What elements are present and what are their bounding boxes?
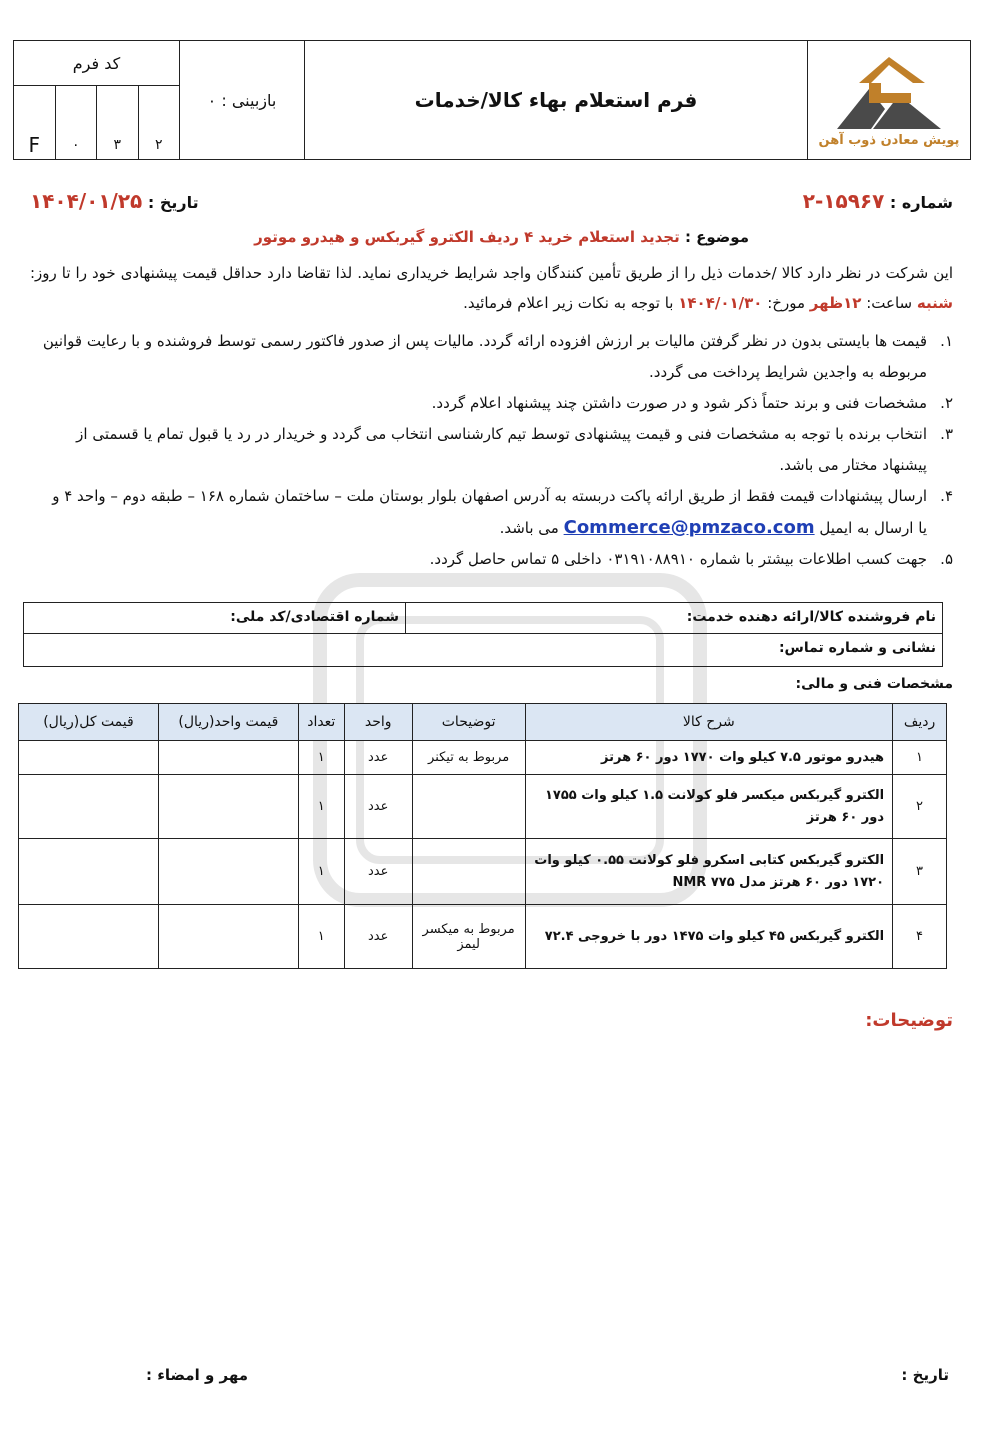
item-text: ارسال پیشنهادات قیمت فقط از طریق ارائه پاکت دربسته به آدرس اصفهان بلوار بوستان ملت – ساختمان شماره ۱۶۸ – طبقه دوم – واحد ۴ و یا ارسال به ایمیل bbox=[52, 487, 927, 537]
seller-name-label: نام فروشنده کالا/ارائه دهنده خدمت: bbox=[686, 609, 936, 625]
cell-row: ۴ bbox=[893, 905, 947, 969]
seller-name-field[interactable] bbox=[405, 603, 942, 633]
items-table bbox=[18, 703, 947, 969]
cell-total[interactable] bbox=[19, 905, 159, 969]
item-text: انتخاب برنده با توجه به مشخصات فنی و قیمت پیشنهادی توسط تیم کارشناسی انتخاب می گردد و خریدار در رد یا قبول تمام یا قسمتی از پیشنهاد مختار می باشد. bbox=[76, 425, 927, 474]
item-number: ۲. bbox=[940, 394, 953, 412]
number-value: ۱۵۹۶۷-۲ bbox=[802, 189, 885, 213]
company-name: پویش معادن ذوب آهن bbox=[818, 132, 960, 148]
form-code-cell: ۲ bbox=[154, 137, 163, 153]
item-tail: می باشد. bbox=[499, 519, 559, 537]
number-label: شماره : bbox=[889, 193, 953, 212]
table-row bbox=[19, 775, 947, 839]
footer-date-label: تاریخ : bbox=[901, 1366, 949, 1384]
item-number: ۳. bbox=[940, 425, 953, 443]
date-value: ۱۴۰۴/۰۱/۲۵ bbox=[30, 189, 143, 213]
cell-note: مربوط به میکسر لیمز bbox=[412, 905, 525, 969]
form-header bbox=[13, 40, 971, 160]
col-qty-header: تعداد bbox=[298, 704, 344, 741]
cell-unit: عدد bbox=[344, 839, 412, 905]
list-item bbox=[40, 388, 953, 419]
address-field[interactable] bbox=[24, 634, 942, 666]
col-unit-header: واحد bbox=[344, 704, 412, 741]
cell-row: ۲ bbox=[893, 775, 947, 839]
cell-unit-price[interactable] bbox=[158, 775, 298, 839]
signature-label: مهر و امضاء : bbox=[146, 1366, 249, 1384]
subject-line bbox=[254, 228, 749, 246]
cell-total[interactable] bbox=[19, 741, 159, 775]
cell-desc: الکترو گیربکس کتابی اسکرو فلو کولانت ۰.۵۵ کیلو وات ۱۷۲۰ دور ۶۰ هرتز مدل NMR ۷۷۵ bbox=[525, 839, 892, 905]
company-logo bbox=[808, 41, 970, 159]
intro-date: ۱۴۰۴/۰۱/۳۰ bbox=[678, 294, 763, 312]
intro-date-label: مورخ: bbox=[767, 294, 805, 312]
form-code-cell: ۳ bbox=[97, 86, 139, 159]
cell-total[interactable] bbox=[19, 839, 159, 905]
form-code-cell: F bbox=[14, 86, 56, 159]
item-text: قیمت ها بایستی بدون در نظر گرفتن مالیات بر ارزش افزوده ارائه گردد. مالیات پس از صدور فاکتور رسمی توسط فروشنده و با رعایت قوانین مربوطه به واجدین شرایط پرداخت می گردد. bbox=[42, 332, 927, 381]
item-number: ۱. bbox=[940, 332, 953, 350]
cell-note bbox=[412, 775, 525, 839]
form-title: فرم استعلام بهاء کالا/خدمات bbox=[305, 41, 808, 159]
list-item bbox=[40, 419, 953, 481]
cell-unit-price[interactable] bbox=[158, 905, 298, 969]
cell-unit: عدد bbox=[344, 905, 412, 969]
cell-total[interactable] bbox=[19, 775, 159, 839]
intro-part2: با توجه به نکات زیر اعلام فرمائید. bbox=[463, 294, 674, 312]
conditions-list bbox=[40, 326, 953, 575]
cell-desc: هیدرو موتور ۷.۵ کیلو وات ۱۷۷۰ دور ۶۰ هرتز bbox=[525, 741, 892, 775]
intro-part1: این شرکت در نظر دارد کالا /خدمات ذیل را از طریق تأمین کنندگان واجد شرایط خریداری نماید. لذا تقاضا دارد حداقل قیمت پیشنهادی خود را تا روز: bbox=[30, 264, 953, 282]
cell-unit: عدد bbox=[344, 775, 412, 839]
notes-label: توضیحات: bbox=[865, 1010, 953, 1031]
cell-qty: ۱ bbox=[298, 905, 344, 969]
list-item bbox=[40, 326, 953, 388]
col-unit-price-header: قیمت واحد(ریال) bbox=[158, 704, 298, 741]
item-number: ۵. bbox=[940, 550, 953, 568]
intro-paragraph bbox=[30, 258, 953, 318]
form-code-cell: ۰ bbox=[56, 86, 98, 159]
item-number: ۴. bbox=[940, 487, 953, 505]
cell-unit-price[interactable] bbox=[158, 839, 298, 905]
cell-qty: ۱ bbox=[298, 839, 344, 905]
form-code-label: کد فرم bbox=[14, 41, 179, 86]
seller-info-box bbox=[23, 602, 943, 667]
list-item bbox=[40, 481, 953, 544]
col-total-header: قیمت کل(ریال) bbox=[19, 704, 159, 741]
cell-qty: ۱ bbox=[298, 775, 344, 839]
logo-mark-icon bbox=[829, 53, 949, 131]
cell-desc: الکترو گیربکس ۴۵ کیلو وات ۱۴۷۵ دور با خروجی ۷۲.۴ bbox=[525, 905, 892, 969]
col-note-header: توضیحات bbox=[412, 704, 525, 741]
email-link[interactable]: Commerce@pmzaco.com bbox=[563, 517, 815, 538]
cell-note: مربوط به تیکنر bbox=[412, 741, 525, 775]
cell-row: ۱ bbox=[893, 741, 947, 775]
cell-unit: عدد bbox=[344, 741, 412, 775]
list-item bbox=[40, 544, 953, 575]
financial-specs-label: مشخصات فنی و مالی: bbox=[795, 676, 953, 692]
cell-desc: الکترو گیربکس میکسر فلو کولانت ۱.۵ کیلو وات ۱۷۵۵ دور ۶۰ هرتز bbox=[525, 775, 892, 839]
economic-code-field[interactable] bbox=[24, 603, 405, 633]
number-date-line bbox=[30, 186, 953, 216]
subject-text: تجدید استعلام خرید ۴ ردیف الکترو گیربکس و هیدرو موتور bbox=[254, 228, 680, 246]
cell-qty: ۱ bbox=[298, 741, 344, 775]
cell-unit-price[interactable] bbox=[158, 741, 298, 775]
table-row bbox=[19, 905, 947, 969]
table-header-row bbox=[19, 704, 947, 741]
intro-time: ۱۲ظهر bbox=[809, 294, 862, 312]
col-desc-header: شرح کالا bbox=[525, 704, 892, 741]
revision-label: بازبینی : ۰ bbox=[180, 41, 305, 159]
intro-time-label: ساعت: bbox=[866, 294, 913, 312]
item-text: مشخصات فنی و برند حتماً ذکر شود و در صورت داشتن چند پیشنهاد اعلام گردد. bbox=[431, 394, 927, 412]
item-text: جهت کسب اطلاعات بیشتر با شماره ۰۳۱۹۱۰۸۸۹۱۰ داخلی ۵ تماس حاصل گردد. bbox=[429, 550, 927, 568]
address-label: نشانی و شماره تماس: bbox=[778, 640, 936, 656]
economic-code-label: شماره اقتصادی/کد ملی: bbox=[230, 609, 399, 625]
subject-label: موضوع : bbox=[684, 228, 749, 246]
form-code-box bbox=[14, 41, 180, 159]
cell-note bbox=[412, 839, 525, 905]
table-row bbox=[19, 741, 947, 775]
date-label: تاریخ : bbox=[147, 193, 199, 212]
intro-day: شنبه bbox=[916, 294, 953, 312]
cell-row: ۳ bbox=[893, 839, 947, 905]
table-row bbox=[19, 839, 947, 905]
col-row-header: ردیف bbox=[893, 704, 947, 741]
